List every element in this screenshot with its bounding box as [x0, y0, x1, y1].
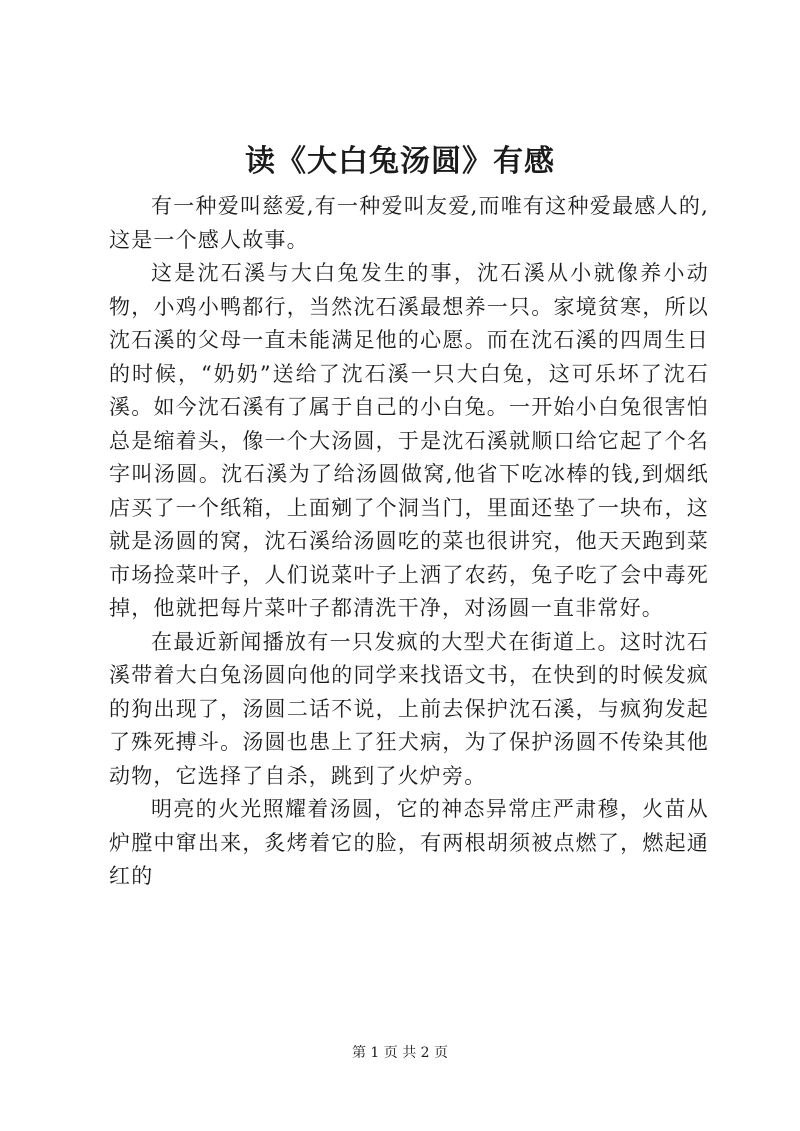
paragraph-1: 有一种爱叫慈爱,有一种爱叫友爱,而唯有这种爱最感人的,这是一个感人故事。	[109, 194, 709, 252]
paragraph-2: 这是沈石溪与大白兔发生的事，沈石溪从小就像养小动物，小鸡小鸭都行，当然沈石溪最想养一只。家境贫寒，所以沈石溪的父母一直未能满足他的心愿。而在沈石溪的四周生日的时候，“奶奶”送给了沈石溪一只大白兔，这可乐坏了沈石溪。如今沈石溪有了属于自己的小白兔。一开始小白兔很害怕总是缩着头，像一个大汤圆，于是沈石溪就顺口给它起了个名字叫汤圆。沈石溪为了给汤圆做窝,他省下吃冰棒的钱,到烟纸店买了一个纸箱，上面剜了个洞当门，里面还垫了一块布，这就是汤圆的窝，沈石溪给汤圆吃的菜也很讲究，他天天跑到菜市场捡菜叶子，人们说菜叶子上洒了农药，兔子吃了会中毒死掉，他就把每片菜叶子都清洗干净，对汤圆一直非常好。	[109, 261, 709, 620]
paragraph-3: 在最近新闻播放有一只发疯的大型犬在街道上。这时沈石溪带着大白兔汤圆向他的同学来找语文书，在快到的时候发疯的狗出现了，汤圆二话不说，上前去保护沈石溪，与疯狗发起了殊死搏斗。汤圆也患上了狂犬病，为了保护汤圆不传染其他动物，它选择了自杀，跳到了火炉旁。	[109, 629, 709, 788]
paragraph-4: 明亮的火光照耀着汤圆，它的神态异常庄严肃穆，火苗从炉膛中窜出来，炙烤着它的脸，有两根胡须被点燃了，燃起通红的	[109, 797, 709, 888]
page-number-footer: 第 1 页 共 2 页	[351, 1045, 449, 1061]
document-title: 读《大白兔汤圆》有感	[245, 144, 555, 179]
document-body	[109, 190, 709, 894]
